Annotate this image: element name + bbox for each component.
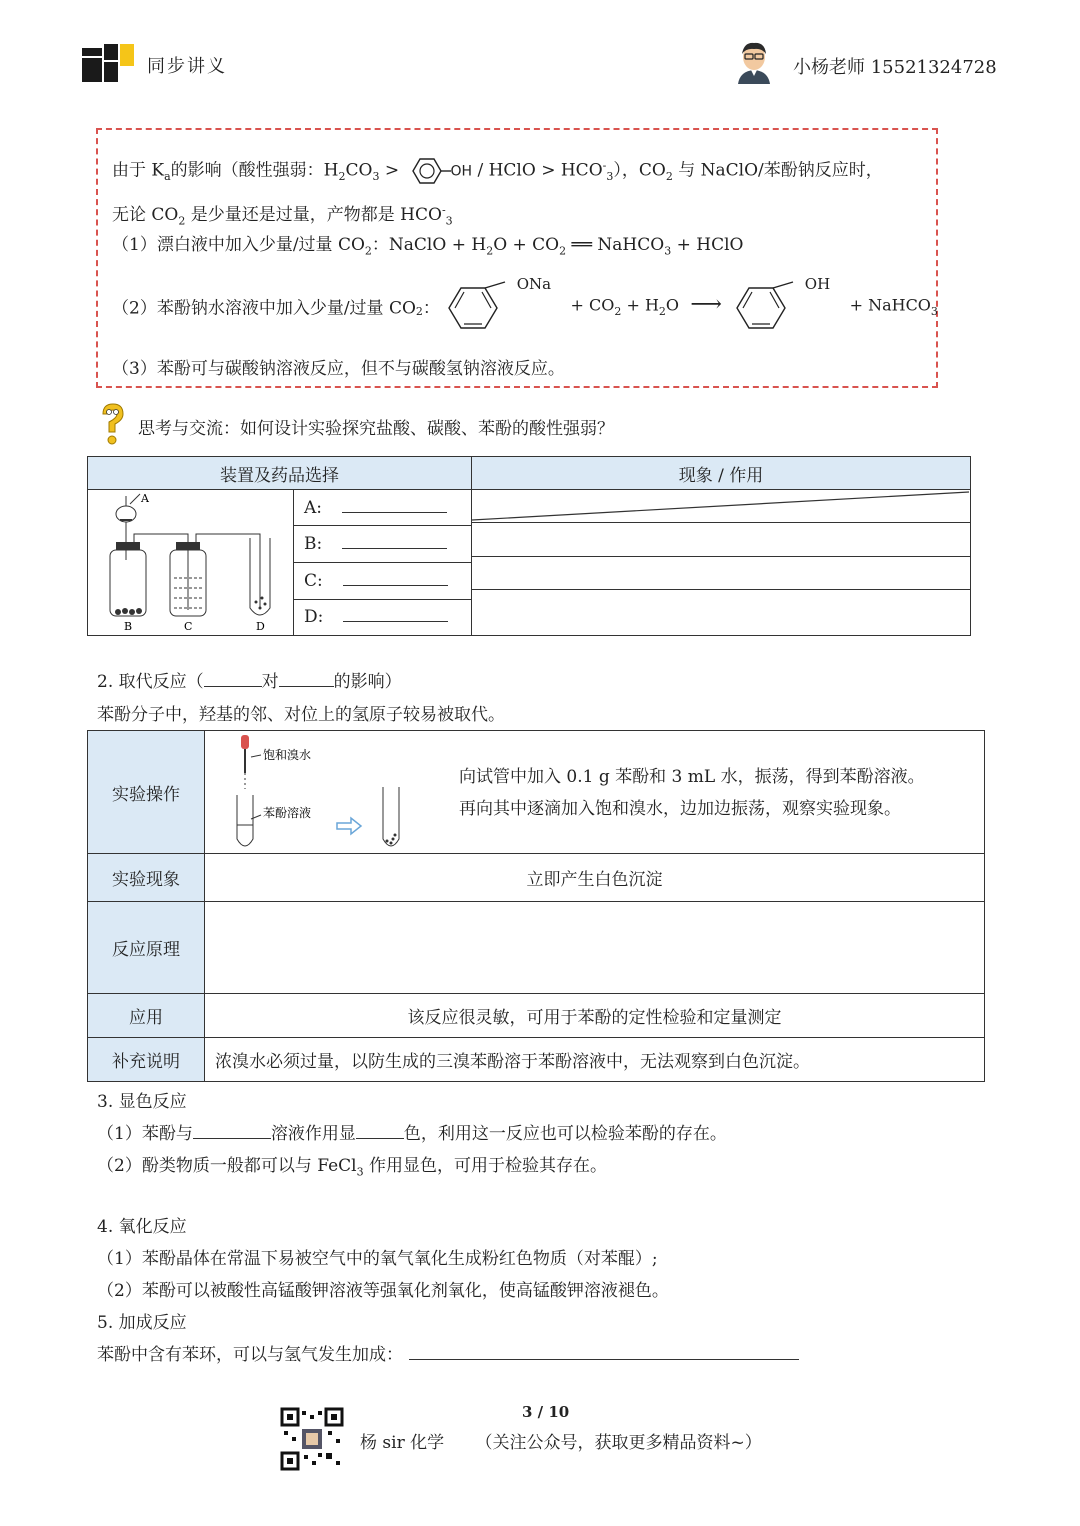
- acidity-item3: （3）苯酚可与碳酸钠溶液反应，但不与碳酸氢钠溶液反应。: [112, 359, 565, 379]
- section4-title: 4. 氧化反应: [97, 1217, 187, 1237]
- section4-line2: （2）苯酚可以被酸性高锰酸钾溶液等强氧化剂氧化，使高锰酸钾溶液褪色。: [97, 1281, 669, 1301]
- footer-name: 杨 sir 化学: [360, 1433, 445, 1453]
- svg-text:苯酚溶液: 苯酚溶液: [263, 806, 312, 820]
- phenomenon-row-d[interactable]: [472, 590, 971, 636]
- blank-section2-1[interactable]: [204, 672, 262, 687]
- page-number: 3 / 10: [522, 1403, 570, 1421]
- principle-cell[interactable]: [205, 902, 985, 994]
- section3-title: 3. 显色反应: [97, 1092, 187, 1112]
- apparatus-diagram: [88, 490, 288, 630]
- note-head: 补充说明: [88, 1038, 205, 1082]
- application-head: 应用: [88, 994, 205, 1038]
- op-text-line2: 再向其中逐滴加入饱和溴水，边加边振荡，观察实验现象。: [459, 799, 901, 819]
- blank-c[interactable]: [343, 571, 448, 586]
- acidity-note-box: [96, 128, 938, 388]
- benzene-ring-icon: [405, 154, 451, 188]
- footer-slogan: （关注公众号，获取更多精品资料~）: [475, 1433, 762, 1453]
- phenomenon-row-b[interactable]: [472, 523, 971, 556]
- think-question: 思考与交流：如何设计实验探究盐酸、碳酸、苯酚的酸性强弱？: [138, 419, 614, 439]
- blank-section3-2[interactable]: [356, 1124, 404, 1139]
- svg-text:饱和溴水: 饱和溴水: [263, 748, 312, 762]
- section3-line1: （1）苯酚与 溶液作用显 色，利用这一反应也可以检验苯酚的存在。: [97, 1124, 727, 1144]
- application-text: 该反应很灵敏，可用于苯酚的定性检验和定量测定: [205, 994, 985, 1038]
- acidity-item2: （2）苯酚钠水溶液中加入少量/过量 $CO_2$： ONa + $CO_2 + H_2O$ ⟶ OH + NaHCO$_3$: [112, 276, 938, 336]
- teacher-avatar: [734, 40, 774, 84]
- apparatus-row-c: C:: [294, 562, 472, 599]
- blank-section3-1[interactable]: [193, 1124, 271, 1139]
- blank-section2-2[interactable]: [279, 672, 334, 687]
- qr-code-icon: [280, 1407, 344, 1471]
- svg-text:D: D: [256, 620, 265, 630]
- table1-header-phenomenon: 现象 / 作用: [472, 457, 971, 490]
- op-text-line1: 向试管中加入 0.1 g 苯酚和 3 mL 水，振荡，得到苯酚溶液。: [459, 767, 925, 787]
- acidity-experiment-table: [87, 456, 971, 636]
- svg-text:A: A: [141, 492, 149, 505]
- section2-title: 2. 取代反应（ 对 的影响）: [97, 672, 402, 692]
- question-bulb-icon: [97, 402, 127, 446]
- table1-header-apparatus: 装置及药品选择: [88, 457, 472, 490]
- logo-icon: [80, 42, 136, 84]
- phenol-structure: [733, 276, 813, 336]
- svg-text:B: B: [124, 620, 133, 630]
- bromination-table: [87, 730, 985, 1082]
- reaction-arrow-icon: ⟶: [690, 291, 722, 317]
- bromination-diagram: [215, 733, 455, 853]
- blank-section5[interactable]: [409, 1345, 799, 1360]
- section2-desc: 苯酚分子中，羟基的邻、对位上的氢原子较易被取代。: [97, 705, 505, 725]
- sodium-phenoxide-structure: [445, 276, 525, 336]
- blank-a[interactable]: [342, 498, 447, 513]
- section5-line: 苯酚中含有苯环，可以与氢气发生加成：: [97, 1339, 799, 1371]
- phenomenon-row-c[interactable]: [472, 556, 971, 589]
- phenomenon-row-a: [472, 490, 971, 523]
- note-text: 浓溴水必须过量，以防生成的三溴苯酚溶于苯酚溶液中，无法观察到白色沉淀。: [205, 1038, 985, 1082]
- section5-title: 5. 加成反应: [97, 1313, 187, 1333]
- diagonal-line: [472, 490, 969, 522]
- section4: [97, 1211, 799, 1371]
- section4-line1: （1）苯酚晶体在常温下易被空气中的氧气氧化生成粉红色物质（对苯醌）;: [97, 1249, 658, 1269]
- svg-text:C: C: [184, 620, 193, 630]
- footer-text: [360, 1428, 762, 1453]
- header-teacher-contact: 小杨老师 15521324728: [793, 57, 997, 78]
- apparatus-row-b: B:: [294, 526, 472, 563]
- section3: [97, 1086, 727, 1188]
- apparatus-row-a: A:: [294, 490, 472, 526]
- phenomenon-text: 立即产生白色沉淀: [205, 854, 985, 902]
- phenomenon-head: 实验现象: [88, 854, 205, 902]
- op-cell: [205, 731, 985, 854]
- principle-head: 反应原理: [88, 902, 205, 994]
- acidity-line1: 由于 $K_a$的影响（酸性强弱：$H_2CO_3$ > OH / HClO > $HCO^-_3$），$CO_2$ 与 NaClO/苯酚钠反应时，: [112, 154, 883, 188]
- acidity-line2: 无论 $CO_2$ 是少量还是过量，产物都是 $HCO^-_3$: [112, 203, 453, 228]
- blank-d[interactable]: [343, 607, 448, 622]
- apparatus-cell: [88, 490, 472, 636]
- apparatus-row-d: D:: [294, 599, 472, 635]
- header-title: 同步讲义: [147, 56, 227, 77]
- acidity-item1: （1）漂白液中加入少量/过量 $CO_2$：NaClO + $H_2O + CO_2$ ══ NaHCO$_3$ + HClO: [112, 235, 744, 258]
- op-head: 实验操作: [88, 731, 205, 854]
- section3-line2: （2）酚类物质一般都可以与 FeCl$_3$ 作用显色，可用于检验其存在。: [97, 1156, 607, 1179]
- apparatus-diagram-cell: [88, 490, 294, 635]
- blank-b[interactable]: [342, 534, 447, 549]
